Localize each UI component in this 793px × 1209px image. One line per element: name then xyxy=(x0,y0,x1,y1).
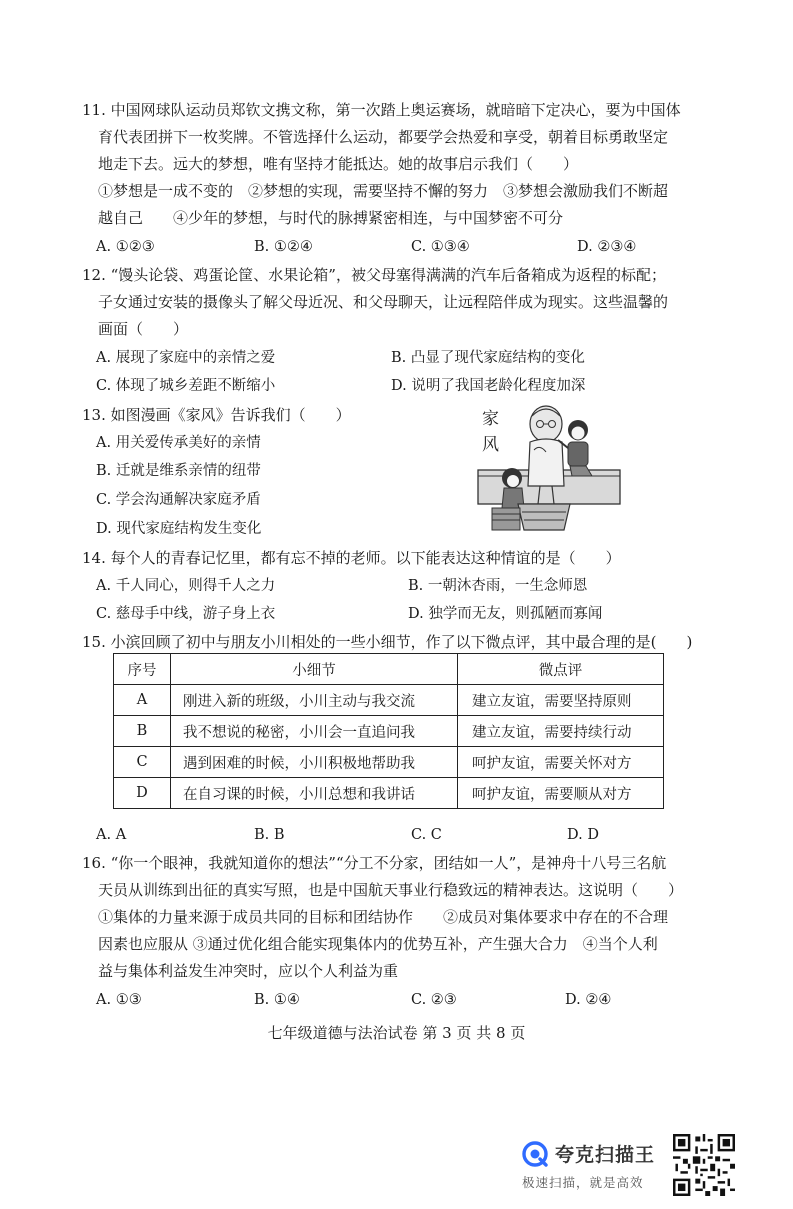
q11-line-3: 地走下去。远大的梦想，唯有坚持才能抵达。她的故事启示我们（ ） xyxy=(98,155,579,173)
q13-option-d: D. 现代家庭结构发生变化 xyxy=(96,521,262,537)
q16-option-a: A. ①③ xyxy=(96,992,142,1008)
table-header-row xyxy=(114,654,664,685)
q14-option-d: D. 独学而无友，则孤陋而寡闻 xyxy=(408,606,603,622)
q11-option-c: C. ①③④ xyxy=(411,239,470,255)
qr-code-icon xyxy=(673,1134,735,1196)
q11-line-5: 越自己 ④少年的梦想，与时代的脉搏紧密相连，与中国梦密不可分 xyxy=(98,209,564,227)
q12-line-1: 12. “馒头论袋、鸡蛋论筐、水果论箱”，被父母塞得满满的汽车后备箱成为返程的标配； xyxy=(82,266,666,284)
q16-option-b: B. ①④ xyxy=(254,992,300,1008)
q13-option-a: A. 用关爱传承美好的亲情 xyxy=(96,435,261,451)
q16-line-1: 16. “你一个眼神，我就知道你的想法”“分工不分家，团结如一人”，是神舟十八号三名航 xyxy=(82,854,667,872)
table-cell: 呵护友谊，需要关怀对方 xyxy=(458,747,664,778)
q11-line-1: 11. 中国网球队运动员郑钦文携文称，第一次踏上奥运赛场，就暗暗下定决心，要为中国体 xyxy=(82,101,681,119)
table-cell: 建立友谊，需要持续行动 xyxy=(458,716,664,747)
table-cell: A xyxy=(114,685,171,716)
q11-line-4: ①梦想是一成不变的 ②梦想的实现，需要坚持不懈的努力 ③梦想会激励我们不断超 xyxy=(98,182,669,200)
table-cell: C xyxy=(114,747,171,778)
table-cell: 呵护友谊，需要顺从对方 xyxy=(458,778,664,809)
q16-line-5: 益与集体利益发生冲突时，应以个人利益为重 xyxy=(98,962,399,980)
q13-option-c: C. 学会沟通解决家庭矛盾 xyxy=(96,492,261,508)
table-cell: 建立友谊，需要坚持原则 xyxy=(458,685,664,716)
page-footer: 七年级道德与法治试卷 第 3 页 共 8 页 xyxy=(267,1024,526,1042)
q11-option-b: B. ①②④ xyxy=(254,239,313,255)
table-cell: 我不想说的秘密，小川会一直追问我 xyxy=(171,716,458,747)
q12-line-2: 子女通过安装的摄像头了解父母近况、和父母聊天，让远程陪伴成为现实。这些温馨的 xyxy=(98,293,669,311)
q11-option-a: A. ①②③ xyxy=(96,239,155,255)
q14-option-b: B. 一朝沐杏雨，一生念师恩 xyxy=(408,578,588,594)
table-row xyxy=(114,685,664,716)
table-cell: D xyxy=(114,778,171,809)
q16-line-2: 天员从训练到出征的真实写照，也是中国航天事业行稳致远的精神表达。这说明（ ） xyxy=(98,881,684,899)
q16-line-4: 因素也应服从 ③通过优化组合能实现集体内的优势互补，产生强大合力 ④当个人利 xyxy=(98,935,658,953)
family-style-cartoon xyxy=(474,400,624,532)
table-cell: 遇到困难的时候，小川积极地帮助我 xyxy=(171,747,458,778)
table-row xyxy=(114,747,664,778)
cartoon-char-1: 家 xyxy=(482,409,499,429)
q13-option-b: B. 迁就是维系亲情的纽带 xyxy=(96,463,261,479)
table-header: 小细节 xyxy=(171,654,458,685)
scanner-watermark xyxy=(522,1140,672,1196)
table-header: 序号 xyxy=(114,654,171,685)
q15-option-d: D. D xyxy=(567,827,599,843)
q11-line-2: 育代表团拼下一枚奖牌。不管选择什么运动，都要学会热爱和享受，朝着目标勇敢坚定 xyxy=(98,128,669,146)
brand-slogan: 极速扫描，就是高效 xyxy=(522,1175,644,1190)
q14-option-a: A. 千人同心，则得千人之力 xyxy=(96,578,276,594)
q16-option-c: C. ②③ xyxy=(411,992,457,1008)
q15-option-c: C. C xyxy=(411,827,442,843)
table-cell: 在自习课的时候，小川总想和我讲话 xyxy=(171,778,458,809)
q12-option-a: A. 展现了家庭中的亲情之爱 xyxy=(96,350,276,366)
q15-option-a: A. A xyxy=(96,827,127,843)
table-header: 微点评 xyxy=(458,654,664,685)
q12-option-d: D. 说明了我国老龄化程度加深 xyxy=(391,378,586,394)
q16-option-d: D. ②④ xyxy=(565,992,612,1008)
q15-line-1: 15. 小滨回顾了初中与朋友小川相处的一些小细节，作了以下微点评，其中最合理的是( ) xyxy=(82,633,693,651)
cartoon-char-2: 风 xyxy=(482,435,499,455)
q15-table xyxy=(113,653,664,809)
q14-line-1: 14. 每个人的青春记忆里，都有忘不掉的老师。以下能表达这种情谊的是（ ） xyxy=(82,549,621,567)
q13-line-1: 13. 如图漫画《家风》告诉我们（ ） xyxy=(82,406,351,424)
table-cell: B xyxy=(114,716,171,747)
table-row xyxy=(114,716,664,747)
table-row xyxy=(114,778,664,809)
q16-line-3: ①集体的力量来源于成员共同的目标和团结协作 ②成员对集体要求中存在的不合理 xyxy=(98,908,669,926)
family-style-illustration xyxy=(474,400,624,532)
brand-name: 夸克扫描王 xyxy=(555,1144,656,1166)
quark-logo-icon xyxy=(522,1141,548,1167)
q12-line-3: 画面（ ） xyxy=(98,320,189,338)
q15-option-b: B. B xyxy=(254,827,285,843)
q12-option-c: C. 体现了城乡差距不断缩小 xyxy=(96,378,276,394)
q14-option-c: C. 慈母手中线，游子身上衣 xyxy=(96,606,276,622)
table-cell: 刚进入新的班级，小川主动与我交流 xyxy=(171,685,458,716)
q11-option-d: D. ②③④ xyxy=(577,239,637,255)
q12-option-b: B. 凸显了现代家庭结构的变化 xyxy=(391,350,585,366)
